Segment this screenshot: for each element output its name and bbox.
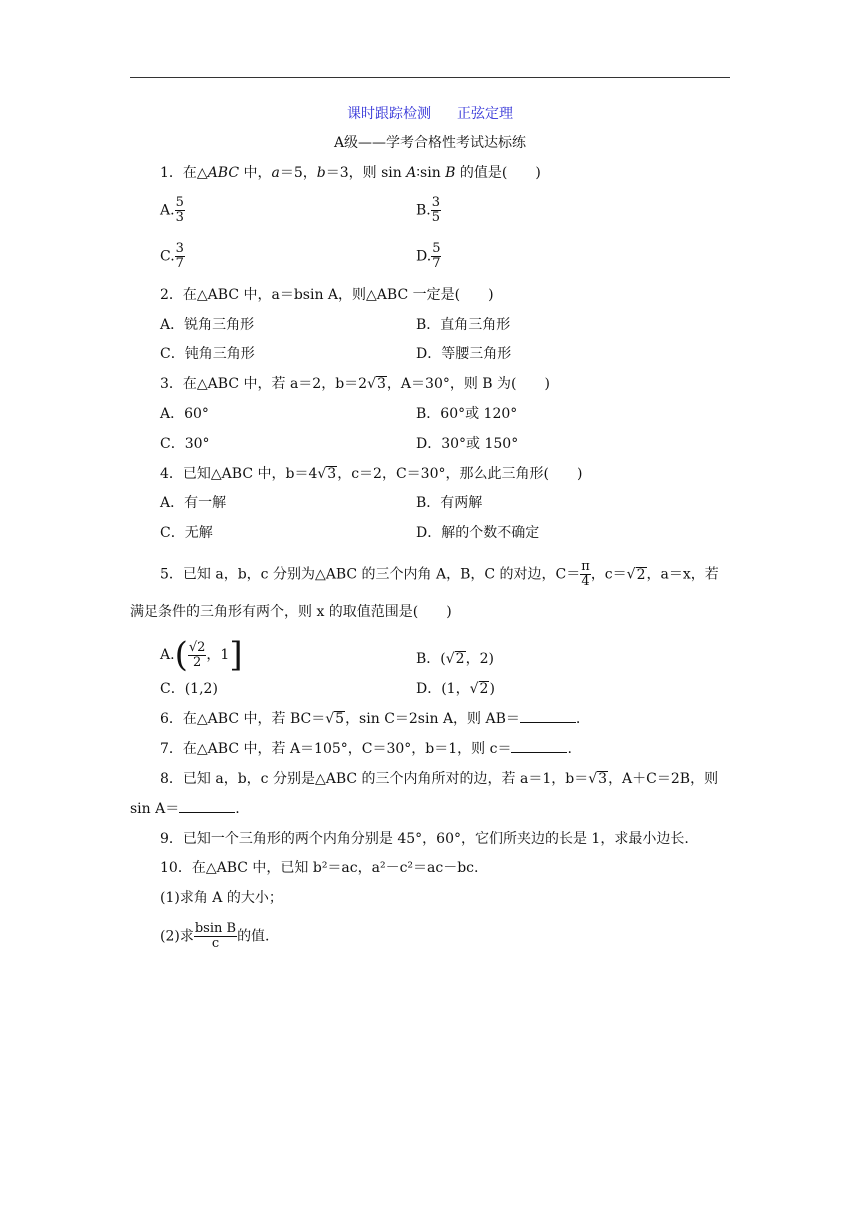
q3-option-d: D．30°或 150° [416,436,519,452]
q3-root: 3 [377,376,386,392]
q6-text-post: ，sin C＝2sin A，则 AB＝ [345,711,520,727]
q1-text-end: 的值是( ) [455,165,541,181]
title-left: 课时跟踪检测 [347,106,431,122]
q5-option-a-fraction [188,641,207,670]
question-10: 10．在△ABC 中，已知 b²＝ac，a²－c²＝ac－bc. [160,860,479,876]
q1-option-a-den: 3 [175,210,184,225]
q7-text: 7．在△ABC 中，若 A＝105°，C＝30°，b＝1，则 c＝ [160,741,512,757]
q5-text-post: ，a＝x，若 [646,566,719,583]
q5-option-d-pre: D．(1， [416,681,470,697]
q1-option-a-fraction [175,196,185,225]
q1-option-a-num: 5 [175,195,184,210]
q10-part2-fraction [194,922,237,951]
q5-option-a-rbracket: ] [229,635,243,675]
q5-pi-fraction [580,560,591,589]
q5-option-a-lbracket: ( [174,635,188,675]
q5-option-d-root: 2 [479,681,489,697]
question-8-line2 [130,800,240,818]
q7-end: . [567,741,572,757]
q1-option-b-label: B. [416,202,431,219]
q1-option-c-label: C. [160,248,175,265]
q1-b: b [316,165,326,181]
question-10-part-2 [160,922,270,951]
q5-option-d: D．(1，√2) [416,681,495,697]
q5-pi-num: π [581,559,590,574]
q1-option-d-fraction [431,242,441,271]
q2-option-a: A．锐角三角形 [160,317,255,333]
q1-option-b-den: 5 [431,210,441,225]
q5-root: 2 [636,566,646,583]
q8-text-pre: 8．已知 a，b，c 分别是△ABC 的三个内角所对的边，若 a＝1，b＝ [160,771,589,787]
q1-abc: ABC [207,165,240,181]
q1-option-b-num: 3 [431,195,441,210]
q1-option-a [160,196,185,225]
q8-line2-text: sin A＝ [130,801,180,817]
q6-text-pre: 6．在△ABC 中，若 BC＝ [160,711,326,727]
q4-root: 3 [327,466,337,482]
q4-option-a: A．有一解 [160,495,227,511]
q1-eq2: ＝3，则 sin [325,165,407,181]
q10-part2-den: c [194,936,237,951]
q5-text-pre: 5．已知 a，b，c 分别为△ABC 的三个内角 A，B，C 的对边，C＝ [160,566,581,583]
q1-option-c-fraction [175,242,185,271]
question-3: 3．在△ABC 中，若 a＝2，b＝2√3，A＝30°，则 B 为( ) [160,376,550,392]
q10-part2-num: bsin B [194,921,237,936]
q1-text-mid: 中， [239,165,272,181]
q1-A: A [406,165,417,181]
q5-option-a-den: 2 [188,655,207,670]
q8-root: 3 [598,771,608,787]
q5-option-b: B．(√2，2) [416,651,494,667]
q1-eq1: ＝5， [279,165,317,181]
q1-option-a-label: A. [160,202,175,219]
question-7 [160,740,572,758]
q7-answer-blank[interactable] [511,740,567,753]
question-6: 6．在△ABC 中，若 BC＝√5，sin C＝2sin A，则 AB＝ . [160,711,581,727]
q5-pi-den: 4 [581,574,590,589]
q1-a: a [271,165,280,181]
q3-option-b: B．60°或 120° [416,406,518,422]
q1-option-d-num: 5 [432,241,441,256]
q5-option-a-tail: ，1 [206,647,230,663]
q3-text-post: ，A＝30°，则 B 为( ) [386,376,550,392]
q1-option-d-label: D. [416,248,432,265]
q5-option-b-post: ，2) [465,651,494,667]
q5-option-a-label: A. [160,647,175,663]
q8-end: . [235,801,240,817]
q2-option-b: B．直角三角形 [416,317,511,333]
question-9: 9．已知一个三角形的两个内角分别是 45°，60°，它们所夹边的长是 1，求最小边长. [160,831,689,847]
q8-text-post: ，A＋C＝2B，则 [608,771,719,787]
q1-option-c [160,242,185,271]
q4-option-b: B．有两解 [416,495,483,511]
q5-text-mid: ，c＝ [590,566,627,583]
q1-option-d [416,242,441,271]
q1-text-pre: 1．在△ [160,165,208,181]
page-title [0,105,860,123]
q1-option-b-fraction [431,196,441,225]
q5-option-a [160,635,243,675]
q3-option-c: C．30° [160,436,210,452]
q6-root: 5 [335,711,345,727]
q4-text-pre: 4．已知△ABC 中，b＝4 [160,466,318,482]
q5-option-d-post: ) [489,681,495,697]
q10-part2-post: 的值. [237,928,270,945]
q1-option-d-den: 7 [432,256,441,271]
question-4: 4．已知△ABC 中，b＝4√3，c＝2，C＝30°，那么此三角形( ) [160,466,583,482]
question-5: 5．已知 a，b，c 分别为△ABC 的三个内角 A，B，C 的对边，C＝ $\frac{\pi}{4}$ ，c＝√2，a＝x，若 [160,559,719,589]
q2-option-d: D．等腰三角形 [416,346,512,362]
title-right: 正弦定理 [457,106,513,122]
q5-option-c: C．(1,2) [160,681,218,697]
header-rule [130,77,730,78]
question-10-part-1: (1)求角 A 的大小； [160,890,283,906]
question-5-line2: 满足条件的三角形有两个，则 x 的取值范围是( ) [130,604,452,620]
question-8: 8．已知 a，b，c 分别是△ABC 的三个内角所对的边，若 a＝1，b＝√3，A＋C＝2B，则 [160,771,719,787]
q4-text-post: ，c＝2，C＝30°，那么此三角形( ) [337,466,583,482]
q1-B: B [445,165,456,181]
q2-option-c: C．钝角三角形 [160,346,255,362]
q1-colon: ∶sin [416,165,446,181]
q10-part2-pre: (2)求 [160,928,194,945]
q4-option-d: D．解的个数不确定 [416,525,540,541]
q8-answer-blank[interactable] [179,800,235,813]
q5-option-a-num: √2 [188,639,206,655]
question-2: 2．在△ABC 中，a＝bsin A，则△ABC 一定是( ) [160,287,494,303]
q5-option-b-root: 2 [455,651,465,667]
q4-option-c: C．无解 [160,525,213,541]
q1-option-c-den: 7 [175,256,184,271]
q1-option-b [416,196,441,225]
question-1 [160,164,541,182]
q3-text-pre: 3．在△ABC 中，若 a＝2，b＝2 [160,376,368,392]
q3-option-a: A．60° [160,406,209,422]
q1-option-c-num: 3 [175,241,184,256]
q6-answer-blank[interactable] [520,710,576,723]
q6-end: . [575,711,581,727]
level-title: A级——学考合格性考试达标练 [333,135,527,151]
q5-option-b-pre: B．( [416,651,446,667]
